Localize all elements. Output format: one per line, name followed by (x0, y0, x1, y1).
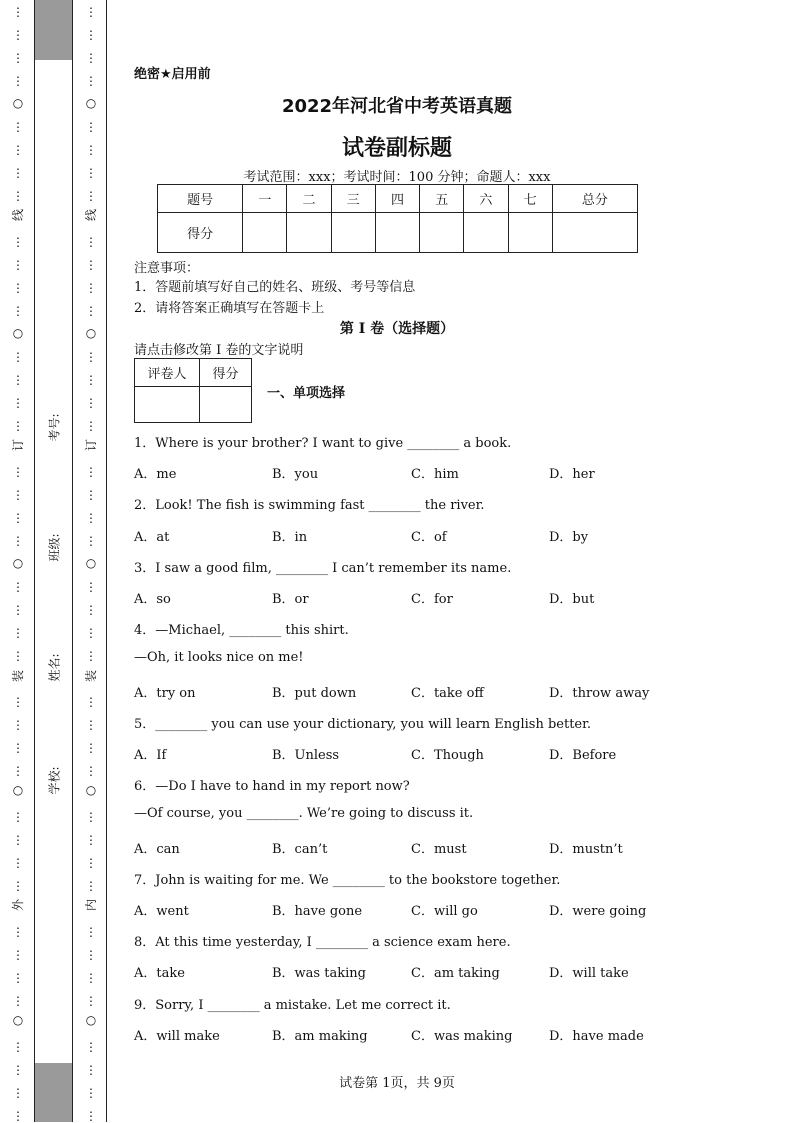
binding-dot: ⋮ (85, 718, 97, 732)
score-header: 四 (375, 185, 419, 213)
field-school-label: 学校: (47, 766, 62, 795)
binding-dot: ⋮ (12, 925, 24, 939)
binding-dot: ⋮ (85, 580, 97, 594)
binding-dot: ⋮ (12, 120, 24, 134)
binding-char: 装 (84, 670, 98, 683)
binding-char: 线 (11, 209, 25, 222)
binding-dot: ⋮ (85, 856, 97, 870)
strip-top-gray (34, 0, 72, 60)
answer-option[interactable]: A．take (134, 966, 185, 982)
score-header: 五 (420, 185, 464, 213)
binding-dot: ⋮ (12, 649, 24, 663)
binding-dot: ⋮ (12, 948, 24, 962)
binding-dot: ⋮ (12, 281, 24, 295)
answer-option[interactable]: D．throw away (549, 685, 650, 701)
score-cell (552, 213, 637, 253)
binding-dot: ⋮ (12, 465, 24, 479)
answer-option[interactable]: D．her (549, 467, 595, 483)
binding-dot: ⋮ (85, 511, 97, 525)
answer-option[interactable]: B．am making (272, 1028, 368, 1044)
binding-dot: ⋮ (12, 350, 24, 364)
score-cell (243, 213, 287, 253)
binding-circle-icon: ○ (12, 783, 24, 797)
answer-option[interactable]: C．was making (411, 1028, 513, 1044)
score-cell (420, 213, 464, 253)
binding-dot: ⋮ (85, 488, 97, 502)
binding-dot: ⋮ (85, 166, 97, 180)
question-stem: 3．I saw a good film, ________ I can’t remember its name. (134, 560, 512, 576)
answer-option[interactable]: C．of (411, 529, 447, 545)
answer-option[interactable]: B．put down (272, 685, 357, 701)
binding-circle-icon: ○ (85, 326, 97, 340)
binding-dot: ⋮ (12, 764, 24, 778)
question-stem-reply: —Of course, you ________. We’re going to discuss it. (134, 806, 474, 822)
section-desc: 请点击修改第 I 卷的文字说明 (134, 343, 304, 358)
binding-dot: ⋮ (85, 396, 97, 410)
binding-dot: ⋮ (12, 833, 24, 847)
binding-dot: ⋮ (85, 1086, 97, 1100)
binding-dot: ⋮ (12, 189, 24, 203)
binding-dot: ⋮ (12, 879, 24, 893)
question-stem: 2．Look! The fish is swimming fast ________ the river. (134, 498, 485, 514)
binding-dot: ⋮ (85, 350, 97, 364)
binding-dot: ⋮ (12, 419, 24, 433)
binding-circle-icon: ○ (85, 556, 97, 570)
binding-dot: ⋮ (85, 74, 97, 88)
binding-dot: ⋮ (85, 51, 97, 65)
grader-cell (200, 387, 252, 423)
binding-dot: ⋮ (85, 1109, 97, 1123)
question-stem: 7．John is waiting for me. We ________ to the bookstore together. (134, 872, 561, 888)
answer-option[interactable]: A．at (134, 529, 170, 545)
binding-dot: ⋮ (12, 396, 24, 410)
question-stem-reply: —Oh, it looks nice on me! (134, 650, 304, 666)
binding-dot: ⋮ (12, 5, 24, 19)
grader-table (134, 358, 252, 423)
binding-dot: ⋮ (12, 626, 24, 640)
binding-circle-icon: ○ (85, 1013, 97, 1027)
binding-dot: ⋮ (12, 695, 24, 709)
score-cell (331, 213, 375, 253)
binding-dot: ⋮ (85, 5, 97, 19)
answer-option[interactable]: D．have made (549, 1028, 644, 1044)
binding-circle-icon: ○ (85, 96, 97, 110)
answer-option[interactable]: A．me (134, 467, 177, 483)
answer-option[interactable]: C．will go (411, 904, 478, 919)
answer-option[interactable]: C．must (411, 841, 467, 857)
answer-option[interactable]: C．him (411, 467, 459, 483)
answer-option[interactable]: C．Though (411, 748, 484, 763)
binding-dot: ⋮ (85, 879, 97, 893)
binding-dot: ⋮ (12, 1109, 24, 1123)
binding-dot: ⋮ (12, 304, 24, 318)
binding-dot: ⋮ (12, 994, 24, 1008)
binding-dot: ⋮ (85, 948, 97, 962)
question-stem: 4．—Michael, ________ this shirt. (134, 623, 349, 639)
score-cell (464, 213, 508, 253)
question-stem: 9．Sorry, I ________ a mistake. Let me correct it. (134, 997, 451, 1013)
binding-dot: ⋮ (12, 235, 24, 249)
answer-option[interactable]: B．or (272, 592, 309, 607)
answer-option[interactable]: C．am taking (411, 966, 500, 982)
grader-header: 评卷人 (135, 359, 200, 387)
binding-dot: ⋮ (12, 580, 24, 594)
score-cell (508, 213, 552, 253)
score-header: 六 (464, 185, 508, 213)
grader-header: 得分 (200, 359, 252, 387)
grader-cell (135, 387, 200, 423)
answer-option[interactable]: B．was taking (272, 966, 366, 982)
binding-dot: ⋮ (12, 603, 24, 617)
binding-dot: ⋮ (85, 971, 97, 985)
score-header: 七 (508, 185, 552, 213)
binding-char: 订 (84, 439, 98, 452)
binding-dot: ⋮ (85, 235, 97, 249)
binding-dot: ⋮ (12, 856, 24, 870)
notes-title: 注意事项： (134, 261, 200, 276)
score-header: 总分 (552, 185, 637, 213)
binding-dot: ⋮ (12, 1040, 24, 1054)
binding-circle-icon: ○ (12, 96, 24, 110)
binding-dot: ⋮ (85, 741, 97, 755)
note-item: 1．答题前填写好自己的姓名、班级、考号等信息 (134, 280, 416, 295)
binding-dot: ⋮ (85, 465, 97, 479)
binding-dot: ⋮ (12, 74, 24, 88)
exam-info: 考试范围：xxx；考试时间：100 分钟；命题人：xxx (243, 170, 551, 185)
field-exam-number-label: 考号: (47, 413, 62, 442)
binding-dot: ⋮ (12, 810, 24, 824)
binding-char: 外 (11, 899, 25, 912)
binding-dot: ⋮ (12, 534, 24, 548)
binding-dot: ⋮ (85, 120, 97, 134)
answer-option[interactable]: C．take off (411, 685, 484, 701)
binding-dot: ⋮ (12, 741, 24, 755)
score-header: 题号 (158, 185, 243, 213)
binding-dot: ⋮ (12, 28, 24, 42)
answer-option[interactable]: D．will take (549, 966, 629, 982)
binding-dot: ⋮ (85, 304, 97, 318)
binding-dot: ⋮ (85, 810, 97, 824)
binding-dot: ⋮ (85, 925, 97, 939)
secret-mark: 绝密★启用前 (134, 67, 211, 82)
answer-option[interactable]: D．by (549, 529, 589, 545)
binding-dot: ⋮ (12, 373, 24, 387)
binding-dot: ⋮ (85, 994, 97, 1008)
binding-dot: ⋮ (12, 511, 24, 525)
binding-dot: ⋮ (85, 419, 97, 433)
binding-circle-icon: ○ (12, 326, 24, 340)
question-stem: 1．Where is your brother? I want to give ________ a book. (134, 436, 512, 451)
answer-option[interactable]: A．so (134, 592, 171, 607)
binding-char: 装 (11, 670, 25, 683)
question-stem: 5．________ you can use your dictionary, you will learn English better. (134, 716, 592, 732)
binding-dot: ⋮ (12, 143, 24, 157)
binding-dot: ⋮ (85, 1063, 97, 1077)
score-row-label: 得分 (158, 213, 243, 253)
answer-option[interactable]: D．were going (549, 904, 647, 919)
binding-char: 订 (11, 439, 25, 452)
binding-char: 内 (84, 899, 98, 912)
binding-dot: ⋮ (85, 281, 97, 295)
answer-option[interactable]: A．try on (134, 685, 196, 701)
binding-dot: ⋮ (85, 603, 97, 617)
binding-dot: ⋮ (85, 143, 97, 157)
binding-dot: ⋮ (85, 649, 97, 663)
answer-option[interactable]: A．went (134, 904, 189, 919)
binding-dot: ⋮ (12, 718, 24, 732)
answer-option[interactable]: C．for (411, 592, 453, 607)
question-stem: 8．At this time yesterday, I ________ a science exam here. (134, 935, 511, 951)
answer-option[interactable]: B．have gone (272, 904, 363, 919)
answer-option[interactable]: B．Unless (272, 748, 340, 763)
binding-dot: ⋮ (85, 695, 97, 709)
binding-dot: ⋮ (85, 833, 97, 847)
binding-dot: ⋮ (85, 189, 97, 203)
score-cell (287, 213, 331, 253)
binding-dot: ⋮ (85, 626, 97, 640)
binding-dot: ⋮ (12, 166, 24, 180)
answer-option[interactable]: A．will make (134, 1028, 220, 1044)
page-title: 2022年河北省中考英语真题 (281, 96, 513, 117)
score-table (157, 184, 638, 253)
question-stem: 6．—Do I have to hand in my report now? (134, 779, 410, 795)
binding-dot: ⋮ (12, 1086, 24, 1100)
page-footer: 试卷第 1页，共 9页 (339, 1076, 455, 1091)
part-title: 一、单项选择 (267, 386, 346, 401)
binding-dot: ⋮ (12, 971, 24, 985)
binding-circle-icon: ○ (85, 783, 97, 797)
score-header: 一 (243, 185, 287, 213)
binding-dot: ⋮ (85, 764, 97, 778)
binding-dot: ⋮ (12, 258, 24, 272)
answer-option[interactable]: B．in (272, 529, 308, 545)
binding-circle-icon: ○ (12, 556, 24, 570)
binding-dot: ⋮ (85, 373, 97, 387)
answer-option[interactable]: B．can’t (272, 841, 328, 857)
note-item: 2．请将答案正确填写在答题卡上 (134, 301, 325, 316)
answer-option[interactable]: B．you (272, 467, 319, 483)
binding-circle-icon: ○ (12, 1013, 24, 1027)
binding-char: 线 (84, 209, 98, 222)
score-header: 二 (287, 185, 331, 213)
binding-dot: ⋮ (12, 1063, 24, 1077)
answer-option[interactable]: D．but (549, 592, 595, 607)
binding-dot: ⋮ (85, 258, 97, 272)
answer-option[interactable]: A．can (134, 841, 180, 857)
answer-option[interactable]: D．Before (549, 748, 617, 763)
binding-dot: ⋮ (12, 51, 24, 65)
binding-dot: ⋮ (85, 1040, 97, 1054)
page-subtitle: 试卷副标题 (341, 136, 452, 161)
section-title: 第 I 卷（选择题） (339, 321, 455, 337)
score-header: 三 (331, 185, 375, 213)
answer-option[interactable]: A．If (134, 748, 167, 763)
field-class-label: 班级: (47, 533, 62, 562)
binding-dot: ⋮ (85, 534, 97, 548)
field-name-label: 姓名: (47, 653, 62, 682)
binding-dot: ⋮ (12, 488, 24, 502)
binding-dot: ⋮ (85, 28, 97, 42)
score-cell (375, 213, 419, 253)
answer-option[interactable]: D．mustn’t (549, 841, 623, 857)
